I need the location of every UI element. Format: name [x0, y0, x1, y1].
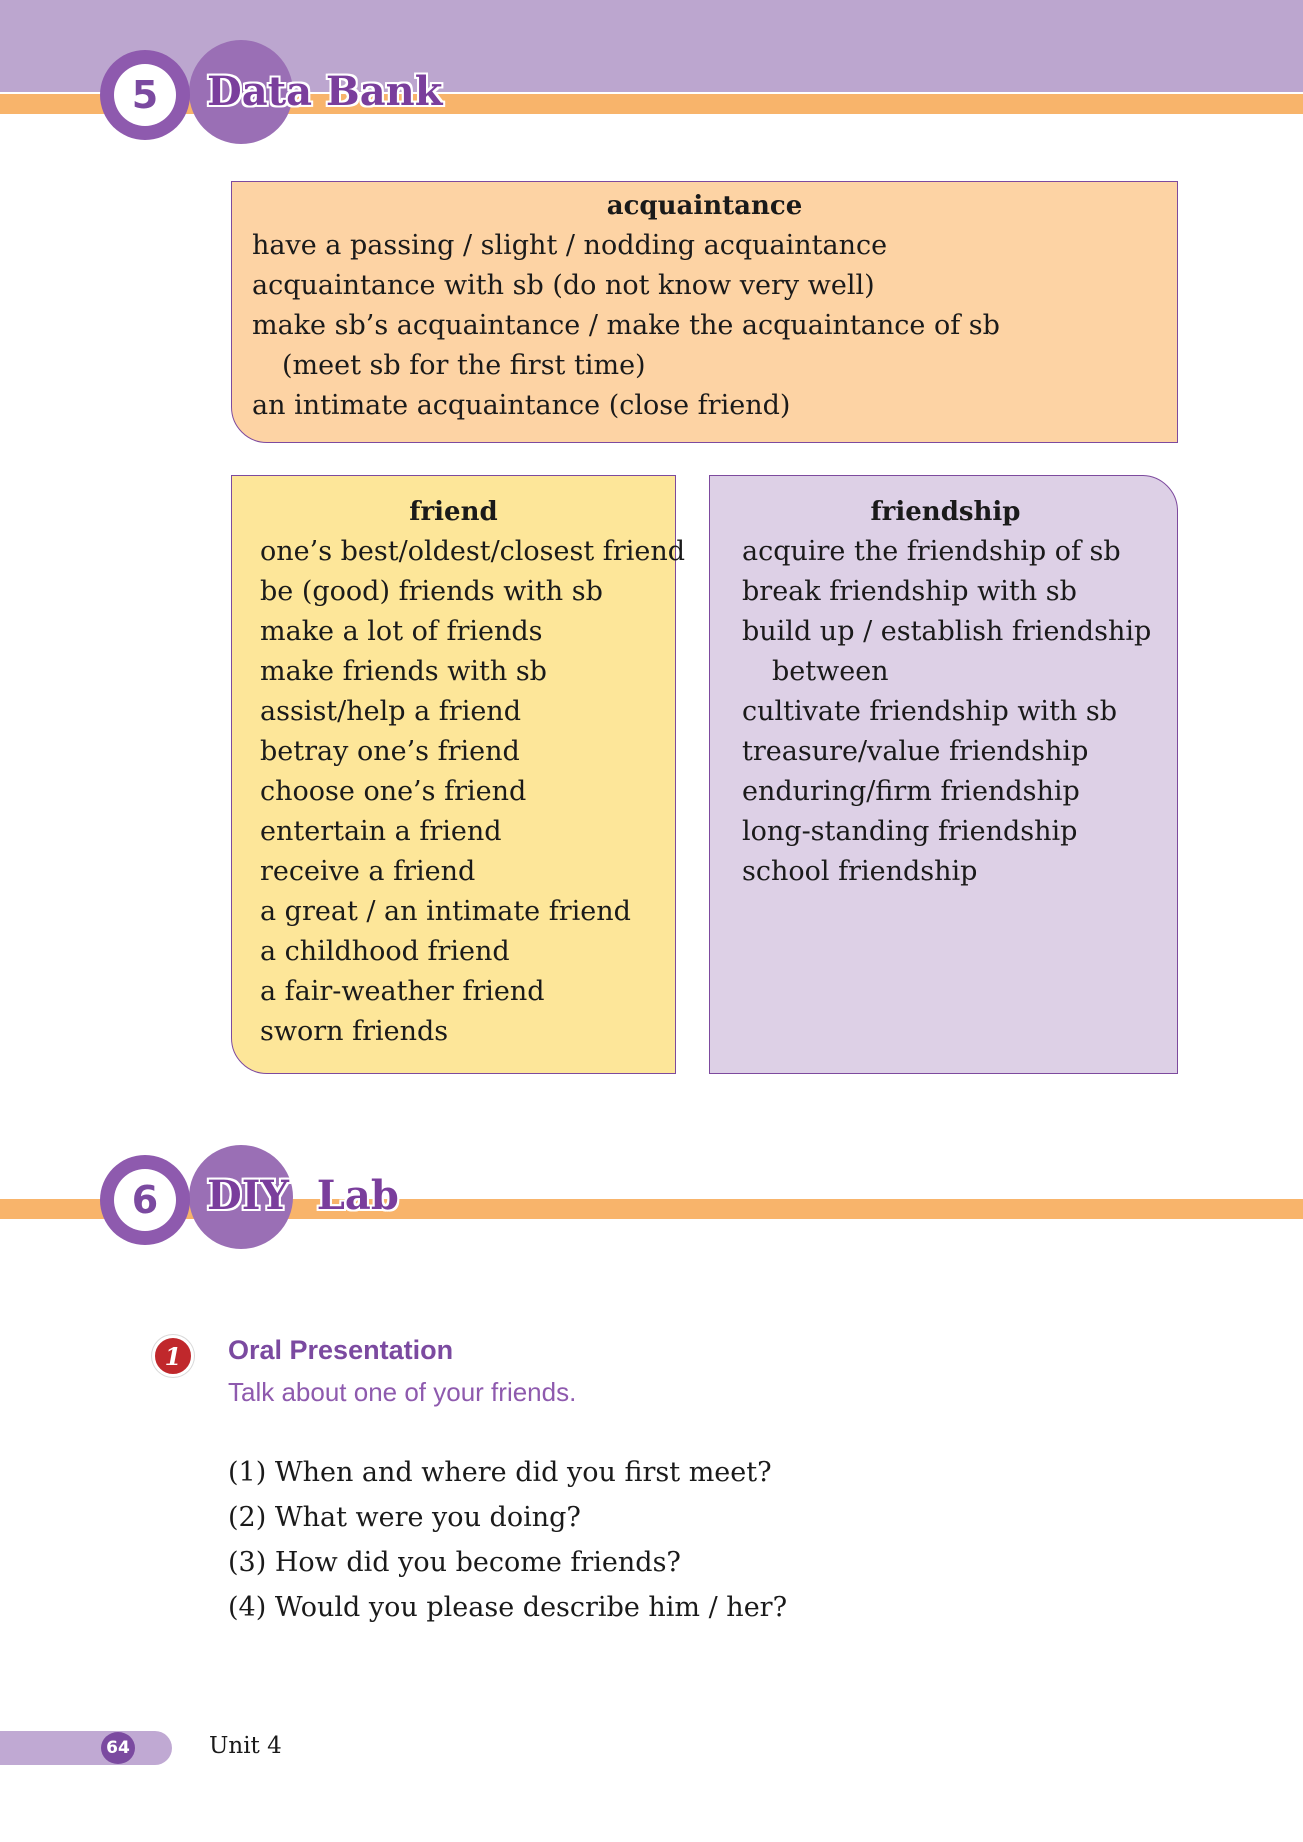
acquaintance-line: acquaintance with sb (do not know very well): [252, 270, 875, 301]
friendship-line: build up / establish friendship: [742, 616, 1152, 647]
acquaintance-line: (meet sb for the first time): [282, 350, 646, 381]
acquaintance-heading: acquaintance: [606, 191, 803, 221]
acquaintance-line: have a passing / slight / nodding acquaintance: [252, 230, 888, 261]
question-item: (3) How did you become friends?: [228, 1547, 681, 1578]
task-subtitle: Talk about one of your friends.: [228, 1377, 577, 1407]
section-5-number: 5: [114, 64, 176, 126]
friendship-box: [709, 475, 1178, 1074]
acquaintance-line: an intimate acquaintance (close friend): [252, 390, 791, 421]
friendship-line: acquire the friendship of sb: [742, 536, 1121, 567]
section-6-title: DIY Lab: [207, 1172, 399, 1219]
friend-line: be (good) friends with sb: [260, 576, 603, 607]
task-number-badge: 1: [152, 1335, 194, 1377]
friend-line: a great / an intimate friend: [260, 896, 631, 927]
friend-heading: friend: [409, 497, 498, 527]
friend-line: one’s best/oldest/closest friend: [260, 536, 685, 567]
friendship-line: between: [772, 656, 889, 687]
friend-line: a fair-weather friend: [260, 976, 545, 1007]
friendship-line: long-standing friendship: [742, 816, 1078, 847]
question-item: (2) What were you doing?: [228, 1502, 581, 1533]
footer-pill: [0, 1731, 172, 1765]
friend-line: receive a friend: [260, 856, 476, 887]
section-5-title: Data Bank: [207, 68, 443, 115]
friend-box: [231, 475, 685, 1074]
friend-line: assist/help a friend: [260, 696, 521, 727]
friendship-line: break friendship with sb: [742, 576, 1077, 607]
friendship-heading: friendship: [870, 497, 1021, 527]
friendship-line: treasure/value friendship: [742, 736, 1089, 767]
friendship-line: enduring/firm friendship: [742, 776, 1080, 807]
unit-label: Unit 4: [209, 1733, 282, 1759]
acquaintance-box: [231, 181, 1178, 443]
section-6-number: 6: [114, 1169, 176, 1231]
friend-line: make friends with sb: [260, 656, 547, 687]
question-list: [228, 1450, 787, 1630]
friend-line: betray one’s friend: [260, 736, 520, 767]
friend-line: a childhood friend: [260, 936, 510, 967]
friendship-line: school friendship: [742, 856, 978, 887]
friend-line: sworn friends: [260, 1016, 449, 1047]
section-5-number-badge: [100, 50, 190, 140]
question-item: (4) Would you please describe him / her?: [228, 1592, 788, 1623]
friend-line: entertain a friend: [260, 816, 502, 847]
friendship-line: cultivate friendship with sb: [742, 696, 1118, 727]
acquaintance-line: make sb’s acquaintance / make the acquaintance of sb: [252, 310, 1000, 341]
question-item: (1) When and where did you first meet?: [228, 1457, 772, 1488]
task-title: Oral Presentation: [228, 1335, 454, 1365]
friend-line: choose one’s friend: [260, 776, 527, 807]
section-6-number-badge: [100, 1155, 190, 1245]
page-number: 64: [101, 1732, 135, 1764]
friend-line: make a lot of friends: [260, 616, 543, 647]
